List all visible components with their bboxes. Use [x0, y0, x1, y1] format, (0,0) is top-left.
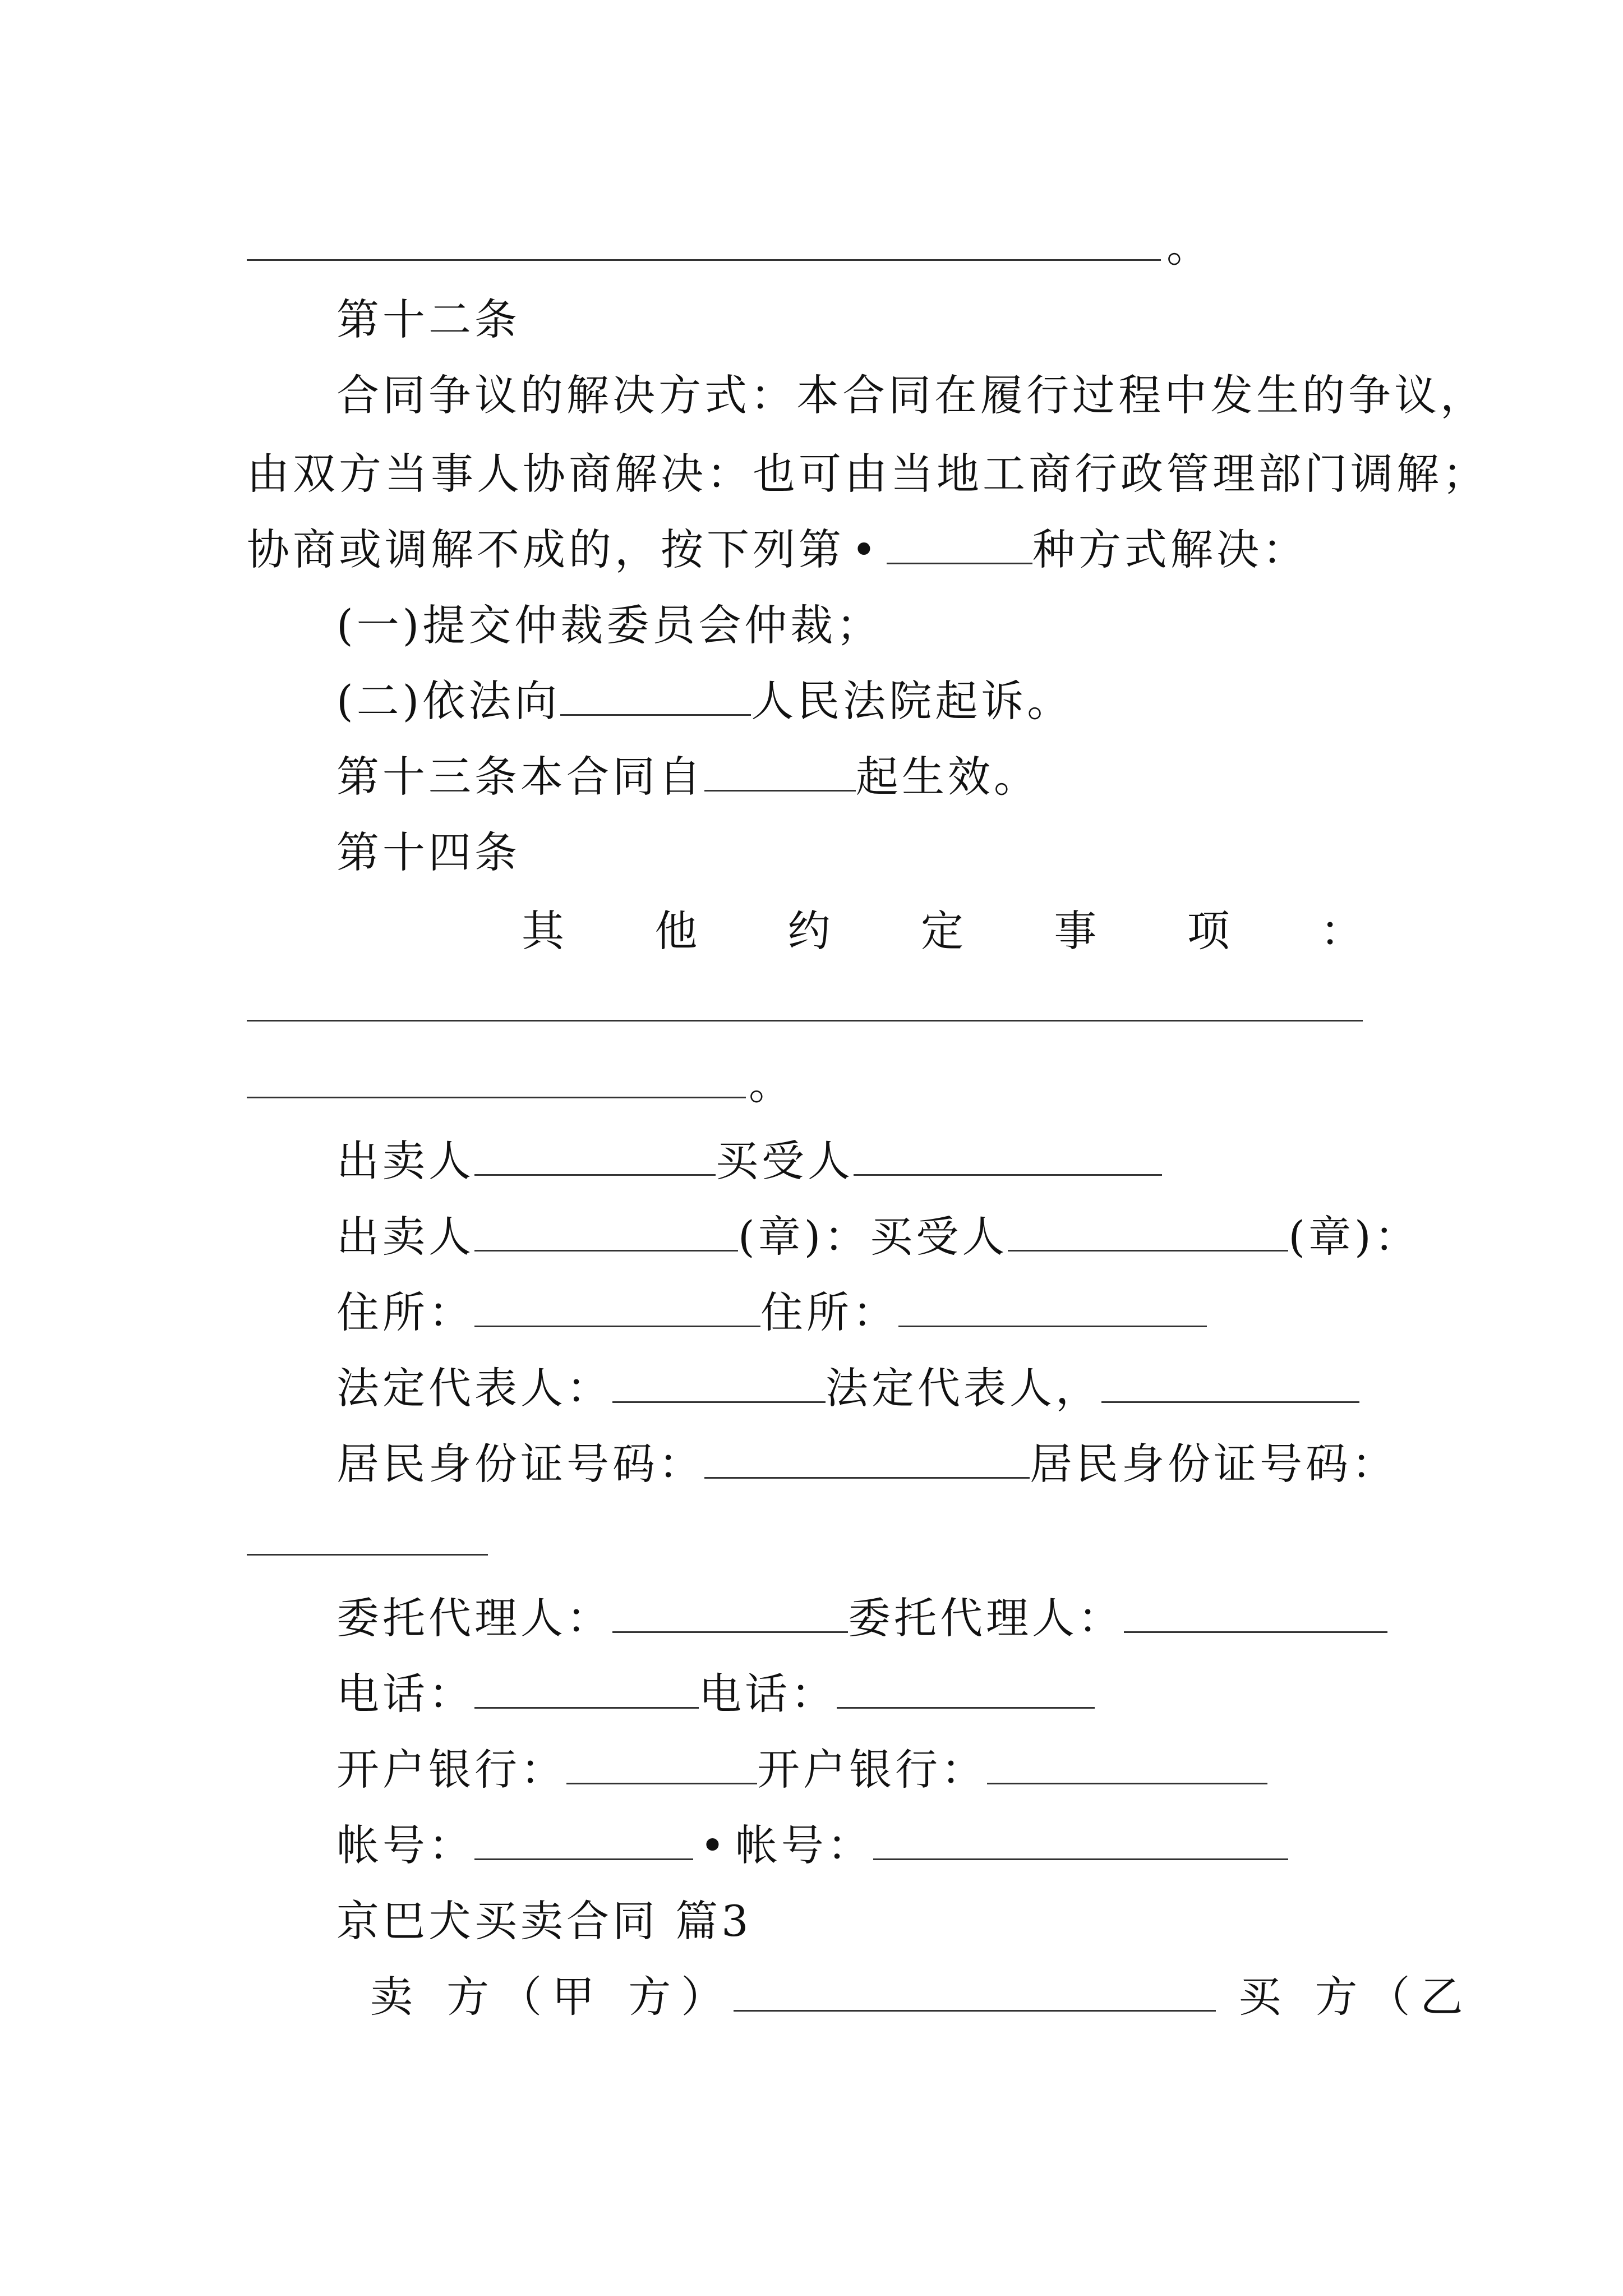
buyer-party-label: 买 方（乙 [1238, 1972, 1473, 2022]
fill-blank [247, 1097, 746, 1098]
seal-buyer-label: (章)：买受人 [738, 1212, 1008, 1262]
fill-blank [987, 1743, 1267, 1784]
fill-blank [898, 1286, 1207, 1327]
bank-label: 开户银行： [336, 1745, 566, 1795]
fill-blank [474, 1211, 738, 1251]
fill-blank [704, 751, 856, 792]
period: 。 [749, 1059, 795, 1109]
fill-blank [560, 675, 751, 716]
fill-blank [247, 259, 1161, 261]
fill-blank [612, 1592, 848, 1633]
agent-label: 委托代理人： [336, 1593, 612, 1643]
buyer-label: 买受人 [716, 1136, 854, 1186]
period: 。 [1166, 222, 1212, 272]
fill-blank [474, 1668, 699, 1709]
legal-rep-label: 法定代表人： [336, 1363, 612, 1413]
article-14-title: 第十四条 [336, 827, 520, 877]
address-label: 住所： [760, 1287, 898, 1337]
bullet: • [700, 1820, 728, 1870]
fill-blank [612, 1362, 826, 1403]
legal-rep-row [336, 1360, 1359, 1416]
address-row [336, 1285, 1207, 1341]
seller-party-label: 卖 方（甲 方） [370, 1972, 734, 2022]
fill-blank [1124, 1592, 1387, 1633]
heading-char: 定 [920, 906, 963, 956]
signature-row-1 [336, 1133, 1162, 1189]
fill-blank [734, 1971, 1216, 2012]
fill-blank [837, 1668, 1095, 1709]
seal-label: (章)： [1288, 1212, 1421, 1262]
id-number-row [336, 1436, 1398, 1492]
signature-row-2 [336, 1209, 1421, 1265]
fill-blank [1101, 1362, 1359, 1403]
heading-char: 其 [522, 906, 564, 956]
fill-blank [474, 1819, 693, 1860]
fill-blank [1008, 1211, 1288, 1251]
heading-char: 他 [654, 906, 698, 956]
text-segment: (二)依法向 [336, 676, 561, 726]
agent-label: 委托代理人： [848, 1593, 1124, 1643]
article-12-text-2: 由双方当事人协商解决：也可由当地工商行政管理部门调解； [247, 449, 1488, 499]
bank-label: 开户银行： [757, 1745, 987, 1795]
account-label: 帐号： [735, 1820, 873, 1870]
fill-blank [247, 1554, 488, 1556]
article-12-title: 第十二条 [336, 295, 520, 344]
heading-char: 项 [1187, 906, 1230, 956]
fill-blank [854, 1135, 1162, 1176]
text-segment: 第十三条本合同自 [336, 752, 704, 802]
id-label: 居民身份证号码： [1030, 1439, 1398, 1489]
bullet: • [851, 524, 880, 574]
phone-label: 电话： [336, 1669, 474, 1719]
id-label: 居民身份证号码： [336, 1439, 704, 1489]
text-segment: 人民法院起诉。 [751, 676, 1073, 726]
article-12-text-1: 合同争议的解决方式：本合同在履行过程中发生的争议， [336, 370, 1486, 420]
fill-blank [873, 1819, 1288, 1860]
bank-row [336, 1742, 1267, 1798]
text-segment: 协商或调解不成的，按下列第 [247, 524, 845, 574]
legal-rep-label: 法定代表人， [826, 1363, 1101, 1413]
heading-char: ： [1320, 906, 1363, 956]
fill-blank [887, 523, 1032, 564]
text-segment: 种方式解决： [1032, 524, 1308, 574]
fill-blank [566, 1743, 757, 1784]
agent-row [336, 1590, 1387, 1646]
fill-blank [474, 1135, 716, 1176]
option-1: (一)提交仲裁委员会仲裁； [336, 600, 883, 650]
section-heading: 京巴犬买卖合同 篇3 [336, 1896, 752, 1946]
heading-char: 事 [1054, 906, 1097, 956]
fill-blank [474, 1286, 760, 1327]
phone-label: 电话： [699, 1669, 837, 1719]
heading-char: 约 [787, 906, 831, 956]
phone-row [336, 1666, 1095, 1722]
fill-blank [247, 1020, 1363, 1022]
article-13 [336, 749, 1040, 805]
article-12-text-3 [247, 522, 1308, 578]
other-matters-heading [522, 903, 1363, 959]
parties-row [370, 1969, 1473, 2025]
account-row [336, 1818, 1288, 1874]
option-2 [336, 673, 1073, 729]
account-label: 帐号： [336, 1820, 474, 1870]
text-segment: 起生效。 [856, 752, 1040, 802]
seller-label: 出卖人 [336, 1136, 474, 1186]
address-label: 住所： [336, 1287, 474, 1337]
seller-label: 出卖人 [336, 1212, 474, 1262]
fill-blank [704, 1438, 1030, 1479]
